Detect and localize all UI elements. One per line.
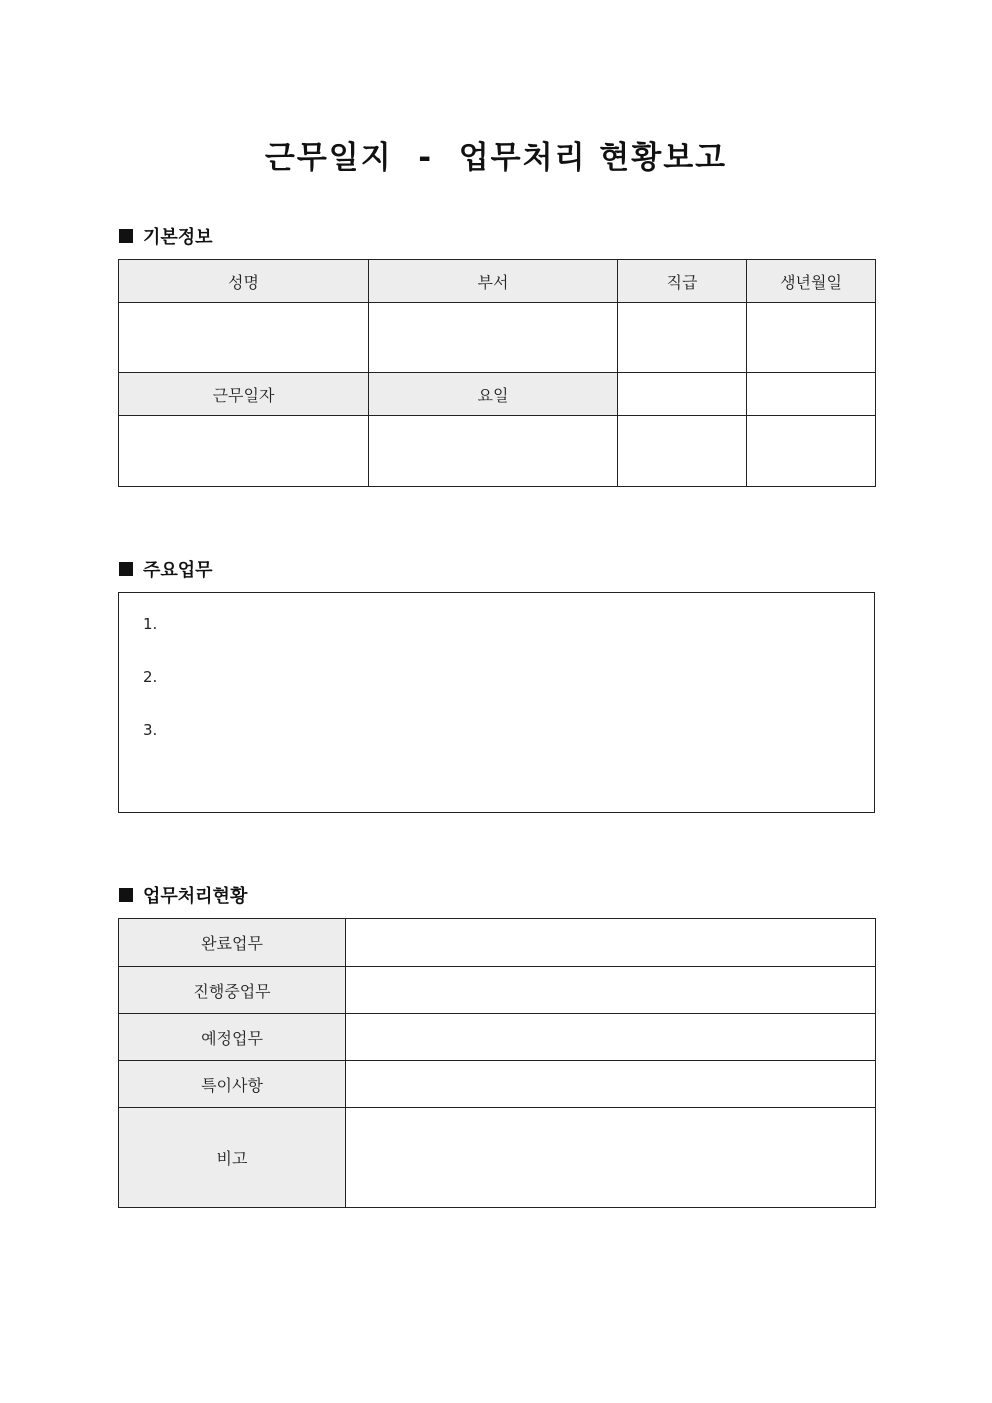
blank-cell bbox=[747, 373, 876, 416]
square-bullet-icon bbox=[119, 562, 133, 576]
table-row bbox=[119, 1014, 876, 1061]
header-name: 성명 bbox=[119, 260, 369, 303]
label-completed: 완료업무 bbox=[119, 919, 346, 967]
table-row bbox=[119, 967, 876, 1014]
label-in-progress: 진행중업무 bbox=[119, 967, 346, 1014]
header-work-date: 근무일자 bbox=[119, 373, 369, 416]
section-heading-label: 기본정보 bbox=[143, 227, 213, 248]
in-progress-field[interactable] bbox=[346, 967, 876, 1014]
completed-field[interactable] bbox=[346, 919, 876, 967]
square-bullet-icon bbox=[119, 229, 133, 243]
department-field[interactable] bbox=[369, 303, 618, 373]
list-item: 3. bbox=[143, 721, 158, 739]
header-weekday: 요일 bbox=[369, 373, 618, 416]
table-row bbox=[119, 303, 876, 373]
label-notes: 특이사항 bbox=[119, 1061, 346, 1108]
list-item: 2. bbox=[143, 668, 158, 686]
header-position: 직급 bbox=[618, 260, 747, 303]
blank-field[interactable] bbox=[747, 416, 876, 487]
planned-field[interactable] bbox=[346, 1014, 876, 1061]
name-field[interactable] bbox=[119, 303, 369, 373]
section-heading-label: 업무처리현황 bbox=[143, 886, 248, 907]
notes-field[interactable] bbox=[346, 1061, 876, 1108]
table-header-row bbox=[119, 260, 876, 303]
table-header-row bbox=[119, 373, 876, 416]
list-item: 1. bbox=[143, 615, 158, 633]
blank-field[interactable] bbox=[618, 416, 747, 487]
table-row bbox=[119, 1108, 876, 1208]
section-heading-label: 주요업무 bbox=[143, 560, 213, 581]
work-status-table bbox=[118, 918, 876, 1208]
section-heading-main-tasks bbox=[119, 556, 213, 582]
square-bullet-icon bbox=[119, 888, 133, 902]
blank-cell bbox=[618, 373, 747, 416]
header-birthdate: 생년월일 bbox=[747, 260, 876, 303]
table-row bbox=[119, 919, 876, 967]
weekday-field[interactable] bbox=[369, 416, 618, 487]
label-planned: 예정업무 bbox=[119, 1014, 346, 1061]
work-date-field[interactable] bbox=[119, 416, 369, 487]
basic-info-table bbox=[118, 259, 876, 487]
table-row bbox=[119, 1061, 876, 1108]
label-remarks: 비고 bbox=[119, 1108, 346, 1208]
section-heading-status bbox=[119, 882, 247, 908]
header-department: 부서 bbox=[369, 260, 618, 303]
table-row bbox=[119, 416, 876, 487]
position-field[interactable] bbox=[618, 303, 747, 373]
section-heading-basic bbox=[119, 223, 213, 249]
document-title: 근무일지 - 업무처리 현황보고 bbox=[264, 140, 728, 176]
remarks-field[interactable] bbox=[346, 1108, 876, 1208]
birthdate-field[interactable] bbox=[747, 303, 876, 373]
main-tasks-box[interactable] bbox=[118, 592, 875, 813]
